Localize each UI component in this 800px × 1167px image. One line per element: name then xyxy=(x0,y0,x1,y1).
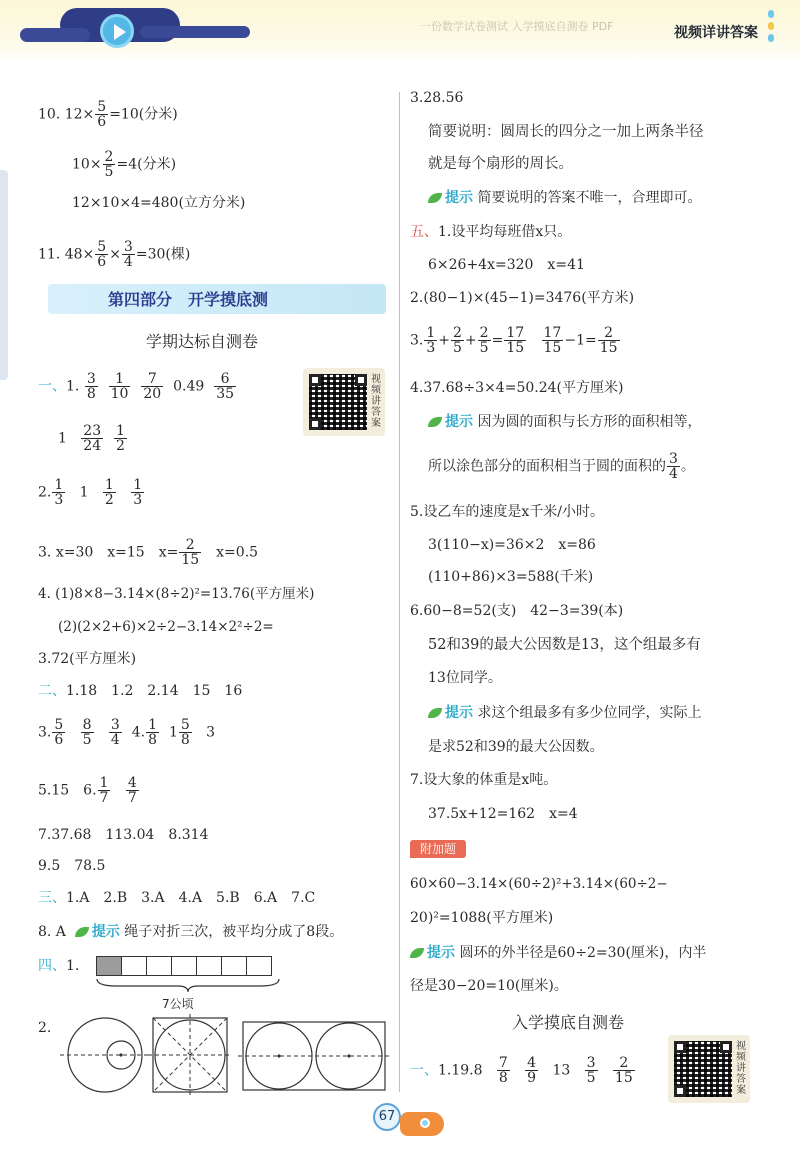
answer-line: 五、1.设平均每班借x只。 xyxy=(410,224,572,240)
header-title: 视频详讲答案 xyxy=(674,25,758,41)
answer-line: 简要说明：圆周长的四分之一加上两条半径 xyxy=(428,124,704,140)
answer-line: 6×26+4x=320 x=41 xyxy=(428,257,585,273)
answer-line: 13位同学。 xyxy=(428,670,502,686)
answer-line: 52和39的最大公因数是13，这个组最多有 xyxy=(428,637,701,653)
answer-line: 提示 简要说明的答案不唯一，合理即可。 xyxy=(428,188,701,208)
leaf-icon xyxy=(75,927,89,937)
side-bar xyxy=(0,170,8,380)
answer-line: 3. $\frac{5}{6}$ $\frac{8}{5}$ $\frac{3}{4}$ 4. $\frac{1}{8}$ 1 $\frac{5}{8}$ 3 xyxy=(38,717,216,748)
answer-line: 二、1.18 1.2 2.14 15 16 xyxy=(38,683,243,699)
answer-line: 就是每个扇形的周长。 xyxy=(428,156,573,172)
area-label: 7公顷 xyxy=(162,997,194,1011)
answer-line: 6.60−8=52(支) 42−3=39(本) xyxy=(410,603,624,619)
answer-line: 2.(80−1)×(45−1)=3476(平方米) xyxy=(410,290,635,306)
answer-line: 提示 圆环的外半径是60÷2=30(厘米)，内半 xyxy=(410,943,706,963)
answer-line: 3(110−x)=36×2 x=86 xyxy=(428,537,596,553)
answer-line: 37.5x+12=162 x=4 xyxy=(428,806,578,822)
answer-line: 9.5 78.5 xyxy=(38,858,106,874)
answer-line: 一、1. $\frac{3}{8}$ $\frac{1}{10}$ $\frac{7}{20}$ 0.49 $\frac{6}{35}$ xyxy=(38,371,235,402)
answer-line: 是求52和39的最大公因数。 xyxy=(428,739,604,755)
qr-label: 视频讲答案 xyxy=(371,374,381,429)
answer-line: 3.28.56 xyxy=(410,90,464,106)
submarine-icon xyxy=(400,1112,444,1136)
column-divider xyxy=(399,92,400,1092)
bonus-question-badge: 附加题 xyxy=(410,840,466,858)
leaf-icon xyxy=(428,417,442,427)
answer-line: 10× $\frac{2}{5}$ =4(分米) xyxy=(72,149,177,180)
answer-line: 3. $\frac{1}{3}$ + $\frac{2}{5}$ + $\frac{2}{5}$ = $\frac{17}{15}$ $\frac{17}{15}$ −1= $\frac{2}{15}$ xyxy=(410,325,618,356)
answer-line: 四、1. xyxy=(38,958,80,974)
leaf-icon xyxy=(428,193,442,203)
circle-diagrams xyxy=(60,1014,400,1100)
exam-title: 入学摸底自测卷 xyxy=(512,1013,625,1032)
answer-line: 2. xyxy=(38,1020,52,1036)
answer-line: 10. 12× $\frac{5}{6}$ =10(分米) xyxy=(38,99,178,130)
qr-code-box[interactable] xyxy=(303,368,385,436)
answer-line: (110+86)×3=588(千米) xyxy=(428,569,594,585)
qr-label: 视频讲答案 xyxy=(736,1041,746,1096)
answer-line: 12×10×4=480(立方分米) xyxy=(72,195,246,211)
play-icon[interactable] xyxy=(100,14,134,48)
answer-line: 提示 因为圆的面积与长方形的面积相等， xyxy=(428,412,701,432)
answer-line: 三、1.A 2.B 3.A 4.A 5.B 6.A 7.C xyxy=(38,890,316,906)
answer-line: 20)²=1088(平方厘米) xyxy=(410,910,554,926)
answer-line: 所以涂色部分的面积相当于圆的面积的 $\frac{3}{4}$ 。 xyxy=(428,451,695,482)
section-title: 第四部分 开学摸底测 xyxy=(108,290,269,309)
page-number: 67 xyxy=(373,1103,401,1131)
answer-line: 3. x=30 x=15 x= $\frac{2}{15}$ x=0.5 xyxy=(38,537,259,568)
answer-line: 1 $\frac{23}{24}$ $\frac{1}{2}$ xyxy=(58,423,125,454)
answer-line: 4.37.68÷3×4=50.24(平方厘米) xyxy=(410,380,624,396)
leaf-icon xyxy=(428,708,442,718)
answer-line: 一、1.19.8 $\frac{7}{8}$ $\frac{4}{9}$ 13 $\frac{3}{5}$ $\frac{2}{15}$ xyxy=(410,1055,633,1086)
answer-line: 2. $\frac{1}{3}$ 1 $\frac{1}{2}$ $\frac{1}{3}$ xyxy=(38,477,143,508)
answer-line: 3.72(平方厘米) xyxy=(38,651,137,667)
answer-line: 7.设大象的体重是x吨。 xyxy=(410,772,558,788)
header-faint-text: 一份数学试卷测试 入学摸底自测卷 PDF xyxy=(420,20,614,33)
answer-line: 60×60−3.14×(60÷2)²+3.14×(60÷2− xyxy=(410,876,668,892)
leaf-icon xyxy=(410,948,424,958)
qr-code-box[interactable] xyxy=(668,1035,750,1103)
answer-line: (2)(2×2+6)×2÷2−3.14×2²÷2= xyxy=(58,619,274,635)
answer-line: 提示 求这个组最多有多少位同学，实际上 xyxy=(428,703,701,723)
answer-line: 11. 48× $\frac{5}{6}$ × $\frac{3}{4}$ =30(棵) xyxy=(38,239,191,270)
brace-diagram xyxy=(96,978,280,994)
answer-line: 径是30−20=10(厘米)。 xyxy=(410,978,568,994)
exam-title: 学期达标自测卷 xyxy=(146,332,259,351)
area-strip-diagram xyxy=(97,956,272,976)
answer-line: 5.15 6. $\frac{1}{7}$ $\frac{4}{7}$ xyxy=(38,775,137,806)
answer-line: 4. (1)8×8−3.14×(8÷2)²=13.76(平方厘米) xyxy=(38,586,315,602)
answer-line: 7.37.68 113.04 8.314 xyxy=(38,827,209,843)
answer-line: 8. A 提示 绳子对折三次，被平均分成了8段。 xyxy=(38,924,344,940)
answer-line: 5.设乙车的速度是x千米/小时。 xyxy=(410,504,604,520)
